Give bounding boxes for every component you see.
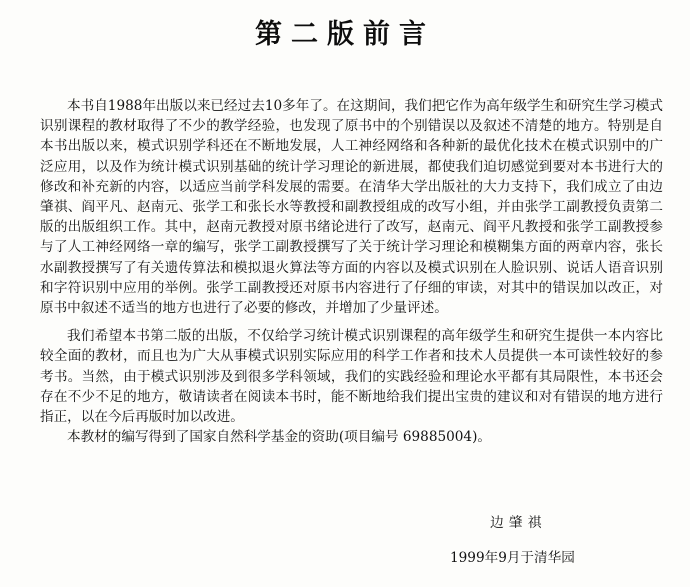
signature-date: 1999年9月于清华园 [450,550,575,566]
preface-paragraph-3: 本教材的编写得到了国家自然科学基金的资助(项目编号 69885004)。 [67,429,491,446]
preface-paragraph-1: 本书自1988年出版以来已经过去10多年了。在这期间，我们把它作为高年级学生和研究生学习模式识别课程的教材取得了不少的教学经验，也发现了原书中的个别错误以及叙述不清楚的地方。特别是自本书出版以来，模式识别学科还在不断地发展，人工神经网络和各种新的最优化技术在模式识别中的广泛应用，以及作为统计模式识别基础的统计学习理论的新进展，都使我们迫切感觉到要对本书进行大的修改和补充新的内容，以适应当前学科发展的需要。在清华大学出版社的大力支持下，我们成立了由边肇祺、阎平凡、赵南元、张学工和张长水等教授和副教授组成的改写小组，并由张学工副教授负责第二版的出版组织工作。其中，赵南元教授对原书绪论进行了改写，赵南元、阎平凡教授和张学工副教授参与了人工神经网络一章的编写，张学工副教授撰写了关于统计学习理论和模糊集方面的两章内容，张长水副教授撰写了有关遗传算法和模拟退火算法等方面的内容以及模式识别在人脸识别、说话人语音识别和字符识别中应用的举例。张学工副教授还对原书内容进行了仔细的审读，对其中的错误加以改正，对原书中叙述不适当的地方也进行了必要的修改，并增加了少量评述。 [40,98,663,317]
page-title: 第二版前言 [255,19,435,50]
signature-author: 边肇祺 [490,515,547,531]
preface-paragraph-2: 我们希望本书第二版的出版，不仅给学习统计模式识别课程的高年级学生和研究生提供一本内容比较全面的教材，而且也为广大从事模式识别实际应用的科学工作者和技术人员提供一本可读性较好的参考书。当然，由于模式识别涉及到很多学科领域，我们的实践经验和理论水平都有其局限性，本书还会存在不少不足的地方，敬请读者在阅读本书时，能不断地给我们提出宝贵的建议和对有错误的地方进行指正，以在今后再版时加以改进。 [40,328,663,426]
preface-body [40,96,663,447]
